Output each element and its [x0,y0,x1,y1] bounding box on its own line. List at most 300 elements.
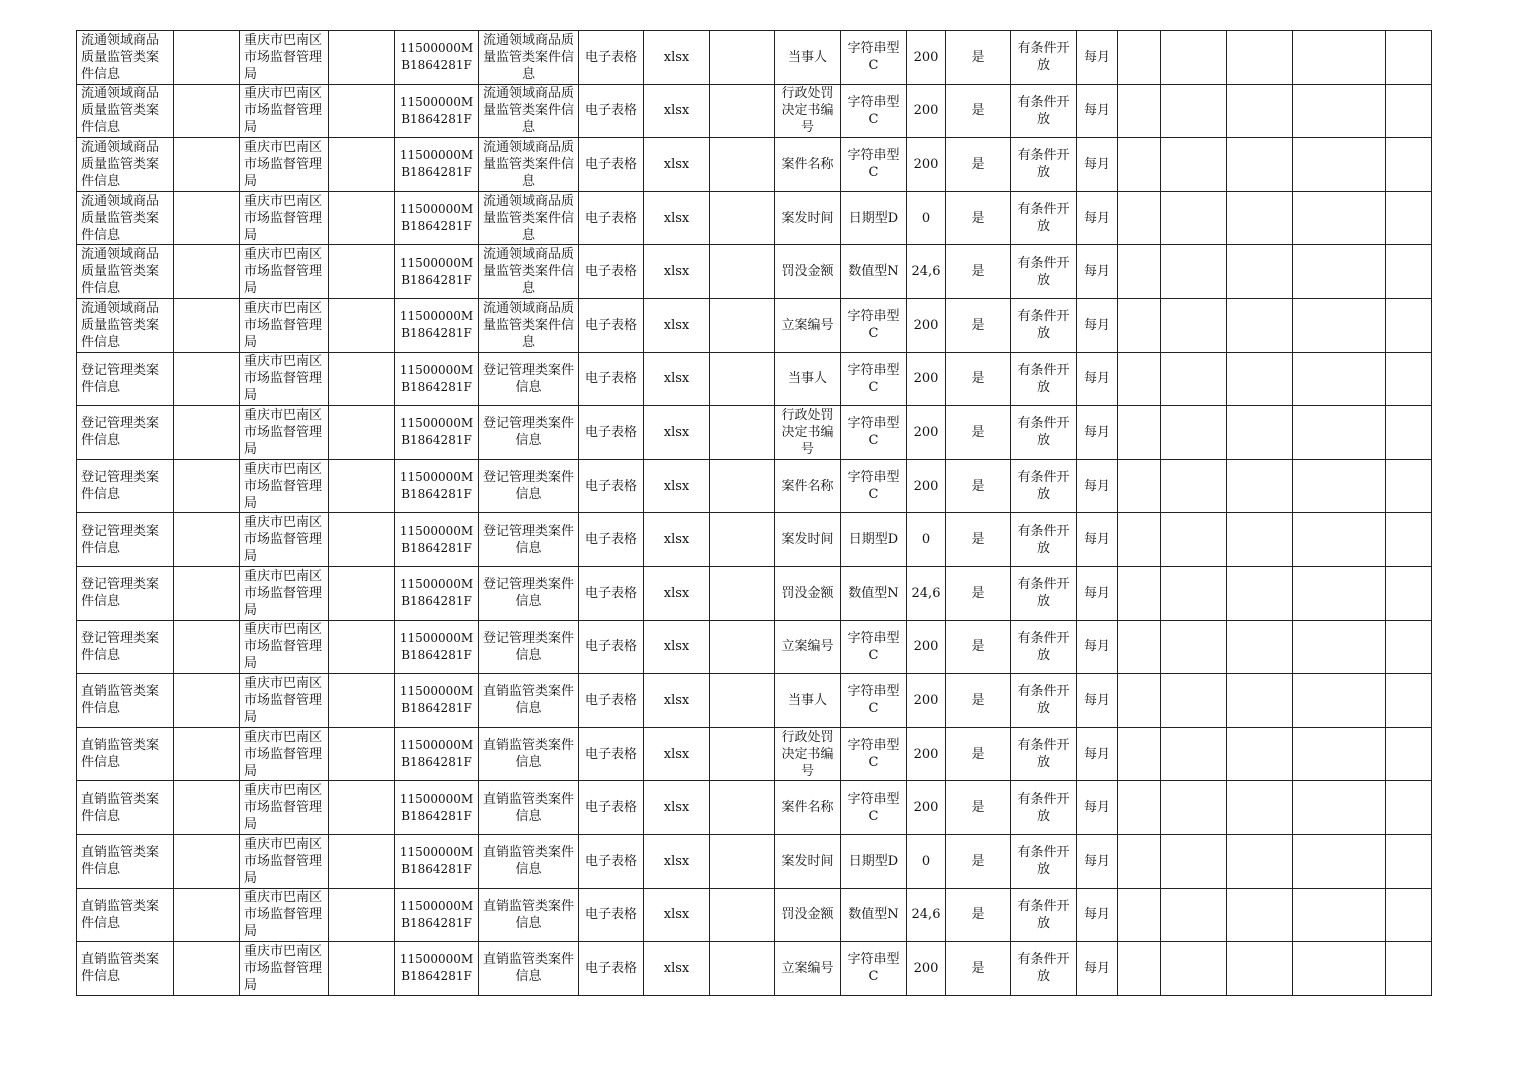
table-row [77,298,1432,352]
file-extension-cell: xlsx [644,245,710,299]
data-item-cell: 立案编号 [775,942,841,996]
data-type-cell: 字符串型C [841,674,907,728]
empty-cell [1386,191,1432,245]
data-length-cell: 24,6 [907,566,946,620]
empty-cell [329,942,395,996]
empty-cell [1293,620,1386,674]
department-cell: 重庆市巴南区市场监督管理局 [240,566,329,620]
empty-cell [174,834,240,888]
empty-cell [1293,245,1386,299]
department-code-cell: 11500000MB1864281F [395,513,479,567]
empty-cell [329,834,395,888]
empty-cell [710,727,775,781]
empty-cell [1227,459,1293,513]
data-length-cell: 0 [907,513,946,567]
data-item-cell: 罚没金额 [775,245,841,299]
empty-cell [329,620,395,674]
table-row [77,674,1432,728]
department-code-cell: 11500000MB1864281F [395,674,479,728]
empty-cell [1118,352,1161,406]
department-code-cell: 11500000MB1864281F [395,459,479,513]
data-type-cell: 日期型D [841,513,907,567]
share-type-cell: 有条件开放 [1011,727,1077,781]
empty-cell [710,513,775,567]
empty-cell [329,31,395,85]
data-length-cell: 200 [907,674,946,728]
empty-cell [1293,888,1386,942]
department-cell: 重庆市巴南区市场监督管理局 [240,834,329,888]
empty-cell [1293,674,1386,728]
share-type-cell: 有条件开放 [1011,406,1077,460]
empty-cell [1118,888,1161,942]
empty-cell [174,566,240,620]
file-extension-cell: xlsx [644,298,710,352]
data-item-cell: 当事人 [775,31,841,85]
format-cell: 电子表格 [579,298,644,352]
department-code-cell: 11500000MB1864281F [395,566,479,620]
required-cell: 是 [946,406,1011,460]
department-cell: 重庆市巴南区市场监督管理局 [240,727,329,781]
update-frequency-cell: 每月 [1077,138,1118,192]
data-type-cell: 字符串型C [841,781,907,835]
empty-cell [1227,834,1293,888]
empty-cell [710,84,775,138]
share-type-cell: 有条件开放 [1011,31,1077,85]
data-type-cell: 字符串型C [841,31,907,85]
share-type-cell: 有条件开放 [1011,245,1077,299]
data-length-cell: 24,6 [907,245,946,299]
data-item-cell: 案件名称 [775,781,841,835]
empty-cell [174,620,240,674]
table-row [77,84,1432,138]
empty-cell [1386,674,1432,728]
data-type-cell: 数值型N [841,245,907,299]
empty-cell [1293,298,1386,352]
format-cell: 电子表格 [579,727,644,781]
empty-cell [174,513,240,567]
table-row [77,191,1432,245]
format-cell: 电子表格 [579,942,644,996]
empty-cell [1118,84,1161,138]
required-cell: 是 [946,834,1011,888]
empty-cell [329,513,395,567]
catalog-name-cell: 登记管理类案件信息 [77,352,174,406]
empty-cell [329,352,395,406]
empty-cell [1118,138,1161,192]
table-row [77,245,1432,299]
format-cell: 电子表格 [579,888,644,942]
catalog-name-cell: 直销监管类案件信息 [77,942,174,996]
resource-name-cell: 登记管理类案件信息 [479,620,579,674]
data-item-cell: 行政处罚决定书编号 [775,406,841,460]
department-cell: 重庆市巴南区市场监督管理局 [240,888,329,942]
share-type-cell: 有条件开放 [1011,888,1077,942]
file-extension-cell: xlsx [644,406,710,460]
empty-cell [1161,352,1227,406]
empty-cell [1227,352,1293,406]
empty-cell [1161,245,1227,299]
empty-cell [710,674,775,728]
empty-cell [1227,727,1293,781]
format-cell: 电子表格 [579,834,644,888]
department-cell: 重庆市巴南区市场监督管理局 [240,138,329,192]
update-frequency-cell: 每月 [1077,459,1118,513]
empty-cell [1293,781,1386,835]
table-body [77,31,1432,996]
empty-cell [1161,834,1227,888]
empty-cell [1161,674,1227,728]
file-extension-cell: xlsx [644,566,710,620]
share-type-cell: 有条件开放 [1011,84,1077,138]
format-cell: 电子表格 [579,620,644,674]
required-cell: 是 [946,298,1011,352]
file-extension-cell: xlsx [644,352,710,406]
empty-cell [1227,566,1293,620]
format-cell: 电子表格 [579,31,644,85]
resource-name-cell: 流通领域商品质量监管类案件信息 [479,298,579,352]
file-extension-cell: xlsx [644,138,710,192]
department-code-cell: 11500000MB1864281F [395,406,479,460]
share-type-cell: 有条件开放 [1011,138,1077,192]
empty-cell [1118,781,1161,835]
empty-cell [1227,781,1293,835]
data-length-cell: 200 [907,942,946,996]
empty-cell [1227,406,1293,460]
empty-cell [174,84,240,138]
empty-cell [710,888,775,942]
data-type-cell: 数值型N [841,566,907,620]
catalog-name-cell: 直销监管类案件信息 [77,727,174,781]
data-type-cell: 字符串型C [841,138,907,192]
empty-cell [174,781,240,835]
empty-cell [1293,459,1386,513]
data-item-cell: 立案编号 [775,298,841,352]
data-length-cell: 200 [907,138,946,192]
empty-cell [1227,298,1293,352]
required-cell: 是 [946,620,1011,674]
data-length-cell: 0 [907,834,946,888]
file-extension-cell: xlsx [644,888,710,942]
resource-name-cell: 流通领域商品质量监管类案件信息 [479,31,579,85]
format-cell: 电子表格 [579,352,644,406]
empty-cell [1386,834,1432,888]
file-extension-cell: xlsx [644,191,710,245]
empty-cell [1118,191,1161,245]
required-cell: 是 [946,84,1011,138]
required-cell: 是 [946,566,1011,620]
data-length-cell: 200 [907,620,946,674]
empty-cell [1161,513,1227,567]
empty-cell [1227,888,1293,942]
required-cell: 是 [946,352,1011,406]
empty-cell [1386,513,1432,567]
update-frequency-cell: 每月 [1077,191,1118,245]
empty-cell [1227,138,1293,192]
data-item-cell: 案发时间 [775,191,841,245]
data-type-cell: 字符串型C [841,459,907,513]
empty-cell [1161,888,1227,942]
format-cell: 电子表格 [579,191,644,245]
table-row [77,352,1432,406]
data-type-cell: 字符串型C [841,942,907,996]
data-length-cell: 200 [907,84,946,138]
empty-cell [1118,513,1161,567]
empty-cell [1386,781,1432,835]
empty-cell [710,352,775,406]
file-extension-cell: xlsx [644,31,710,85]
file-extension-cell: xlsx [644,620,710,674]
data-item-cell: 案件名称 [775,459,841,513]
catalog-name-cell: 直销监管类案件信息 [77,888,174,942]
file-extension-cell: xlsx [644,84,710,138]
required-cell: 是 [946,31,1011,85]
department-cell: 重庆市巴南区市场监督管理局 [240,245,329,299]
empty-cell [1293,191,1386,245]
data-type-cell: 字符串型C [841,620,907,674]
table-row [77,942,1432,996]
update-frequency-cell: 每月 [1077,727,1118,781]
empty-cell [1118,245,1161,299]
department-cell: 重庆市巴南区市场监督管理局 [240,513,329,567]
share-type-cell: 有条件开放 [1011,352,1077,406]
empty-cell [1161,942,1227,996]
empty-cell [329,84,395,138]
resource-name-cell: 直销监管类案件信息 [479,834,579,888]
resource-name-cell: 直销监管类案件信息 [479,888,579,942]
share-type-cell: 有条件开放 [1011,513,1077,567]
empty-cell [174,727,240,781]
format-cell: 电子表格 [579,84,644,138]
required-cell: 是 [946,191,1011,245]
empty-cell [1118,406,1161,460]
data-length-cell: 200 [907,298,946,352]
resource-name-cell: 登记管理类案件信息 [479,566,579,620]
data-item-cell: 立案编号 [775,620,841,674]
catalog-name-cell: 登记管理类案件信息 [77,620,174,674]
file-extension-cell: xlsx [644,834,710,888]
resource-name-cell: 直销监管类案件信息 [479,727,579,781]
share-type-cell: 有条件开放 [1011,298,1077,352]
department-cell: 重庆市巴南区市场监督管理局 [240,84,329,138]
department-code-cell: 11500000MB1864281F [395,245,479,299]
department-cell: 重庆市巴南区市场监督管理局 [240,406,329,460]
table-row [77,834,1432,888]
data-type-cell: 字符串型C [841,84,907,138]
data-item-cell: 案件名称 [775,138,841,192]
table-row [77,727,1432,781]
empty-cell [710,459,775,513]
share-type-cell: 有条件开放 [1011,191,1077,245]
empty-cell [174,674,240,728]
empty-cell [1227,245,1293,299]
empty-cell [1161,84,1227,138]
empty-cell [1386,459,1432,513]
empty-cell [1118,942,1161,996]
empty-cell [1386,566,1432,620]
data-item-cell: 罚没金额 [775,888,841,942]
empty-cell [174,138,240,192]
resource-name-cell: 流通领域商品质量监管类案件信息 [479,245,579,299]
table-row [77,620,1432,674]
format-cell: 电子表格 [579,566,644,620]
data-length-cell: 0 [907,191,946,245]
department-code-cell: 11500000MB1864281F [395,298,479,352]
empty-cell [1386,727,1432,781]
catalog-name-cell: 直销监管类案件信息 [77,674,174,728]
catalog-name-cell: 流通领域商品质量监管类案件信息 [77,84,174,138]
catalog-name-cell: 登记管理类案件信息 [77,513,174,567]
empty-cell [1118,674,1161,728]
department-code-cell: 11500000MB1864281F [395,31,479,85]
table-row [77,781,1432,835]
empty-cell [1227,513,1293,567]
format-cell: 电子表格 [579,406,644,460]
empty-cell [1293,513,1386,567]
data-length-cell: 200 [907,727,946,781]
data-length-cell: 200 [907,459,946,513]
empty-cell [710,834,775,888]
empty-cell [1227,84,1293,138]
empty-cell [1118,834,1161,888]
share-type-cell: 有条件开放 [1011,942,1077,996]
department-cell: 重庆市巴南区市场监督管理局 [240,298,329,352]
empty-cell [1293,566,1386,620]
department-code-cell: 11500000MB1864281F [395,942,479,996]
catalog-name-cell: 登记管理类案件信息 [77,566,174,620]
update-frequency-cell: 每月 [1077,245,1118,299]
resource-name-cell: 直销监管类案件信息 [479,942,579,996]
empty-cell [1293,406,1386,460]
empty-cell [1161,459,1227,513]
update-frequency-cell: 每月 [1077,566,1118,620]
empty-cell [1118,620,1161,674]
update-frequency-cell: 每月 [1077,84,1118,138]
share-type-cell: 有条件开放 [1011,566,1077,620]
empty-cell [1386,352,1432,406]
empty-cell [1161,566,1227,620]
department-code-cell: 11500000MB1864281F [395,138,479,192]
empty-cell [710,406,775,460]
empty-cell [1293,352,1386,406]
empty-cell [329,245,395,299]
department-cell: 重庆市巴南区市场监督管理局 [240,31,329,85]
empty-cell [1161,191,1227,245]
empty-cell [174,406,240,460]
data-item-cell: 行政处罚决定书编号 [775,84,841,138]
empty-cell [329,406,395,460]
empty-cell [1161,138,1227,192]
department-cell: 重庆市巴南区市场监督管理局 [240,620,329,674]
table-row [77,513,1432,567]
data-item-cell: 案发时间 [775,513,841,567]
empty-cell [710,298,775,352]
empty-cell [1227,31,1293,85]
catalog-name-cell: 流通领域商品质量监管类案件信息 [77,245,174,299]
data-item-cell: 当事人 [775,674,841,728]
empty-cell [1227,191,1293,245]
required-cell: 是 [946,727,1011,781]
update-frequency-cell: 每月 [1077,620,1118,674]
update-frequency-cell: 每月 [1077,888,1118,942]
format-cell: 电子表格 [579,459,644,513]
empty-cell [710,566,775,620]
empty-cell [174,245,240,299]
file-extension-cell: xlsx [644,513,710,567]
empty-cell [174,191,240,245]
empty-cell [174,352,240,406]
department-code-cell: 11500000MB1864281F [395,888,479,942]
required-cell: 是 [946,459,1011,513]
share-type-cell: 有条件开放 [1011,459,1077,513]
empty-cell [1118,727,1161,781]
resource-name-cell: 直销监管类案件信息 [479,674,579,728]
empty-cell [174,298,240,352]
data-item-cell: 当事人 [775,352,841,406]
update-frequency-cell: 每月 [1077,942,1118,996]
data-type-cell: 字符串型C [841,298,907,352]
data-type-cell: 数值型N [841,888,907,942]
department-code-cell: 11500000MB1864281F [395,352,479,406]
department-cell: 重庆市巴南区市场监督管理局 [240,674,329,728]
table-row [77,459,1432,513]
data-type-cell: 日期型D [841,191,907,245]
empty-cell [1161,620,1227,674]
empty-cell [1161,298,1227,352]
empty-cell [710,191,775,245]
required-cell: 是 [946,138,1011,192]
update-frequency-cell: 每月 [1077,674,1118,728]
empty-cell [710,245,775,299]
required-cell: 是 [946,781,1011,835]
resource-name-cell: 流通领域商品质量监管类案件信息 [479,191,579,245]
empty-cell [1386,31,1432,85]
catalog-name-cell: 流通领域商品质量监管类案件信息 [77,31,174,85]
empty-cell [1118,31,1161,85]
catalog-table [76,30,1432,996]
table-row [77,888,1432,942]
empty-cell [329,191,395,245]
update-frequency-cell: 每月 [1077,834,1118,888]
department-code-cell: 11500000MB1864281F [395,781,479,835]
table-row [77,31,1432,85]
data-type-cell: 字符串型C [841,727,907,781]
department-cell: 重庆市巴南区市场监督管理局 [240,352,329,406]
share-type-cell: 有条件开放 [1011,834,1077,888]
empty-cell [1118,566,1161,620]
resource-name-cell: 直销监管类案件信息 [479,781,579,835]
format-cell: 电子表格 [579,781,644,835]
empty-cell [1386,406,1432,460]
update-frequency-cell: 每月 [1077,781,1118,835]
catalog-name-cell: 登记管理类案件信息 [77,406,174,460]
empty-cell [329,298,395,352]
empty-cell [1293,834,1386,888]
file-extension-cell: xlsx [644,459,710,513]
empty-cell [329,566,395,620]
format-cell: 电子表格 [579,513,644,567]
update-frequency-cell: 每月 [1077,352,1118,406]
data-length-cell: 200 [907,352,946,406]
catalog-name-cell: 登记管理类案件信息 [77,459,174,513]
update-frequency-cell: 每月 [1077,513,1118,567]
table-row [77,406,1432,460]
data-item-cell: 行政处罚决定书编号 [775,727,841,781]
data-item-cell: 罚没金额 [775,566,841,620]
empty-cell [174,31,240,85]
resource-name-cell: 流通领域商品质量监管类案件信息 [479,84,579,138]
empty-cell [1161,406,1227,460]
empty-cell [1118,459,1161,513]
